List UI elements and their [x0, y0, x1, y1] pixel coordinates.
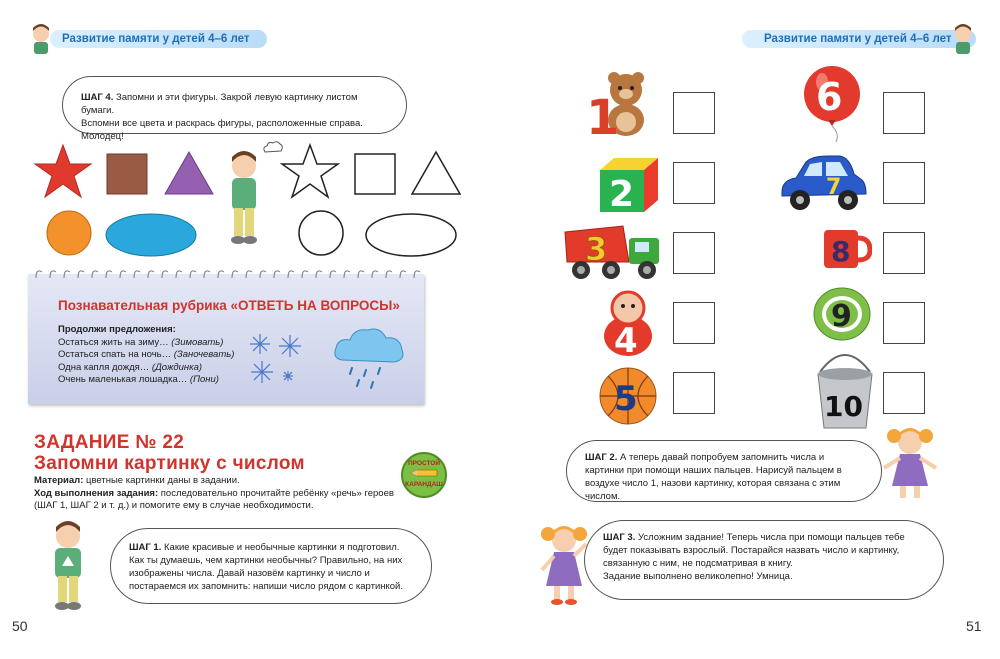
- step1-label: ШАГ 1.: [129, 542, 162, 553]
- spiral-binding: [28, 268, 424, 282]
- number-1: 1: [586, 90, 620, 140]
- task-title-line2: Запомни картинку с числом: [34, 453, 305, 474]
- task-material-text: цветные картинки даны в задании.: [86, 475, 240, 486]
- outline-star-shape: [280, 143, 340, 199]
- outline-triangle-shape: [410, 150, 462, 196]
- rubric-answer: (Дождинка): [151, 361, 203, 373]
- pencil-icon: [409, 468, 439, 478]
- answer-box-5[interactable]: [673, 372, 715, 414]
- pencil-badge-line2: КАРАНДАШ: [405, 481, 443, 488]
- number-10: 10: [824, 390, 863, 423]
- rubric-card: [28, 274, 424, 404]
- boy-head-icon: [952, 22, 974, 54]
- step4-text2: Вспомни все цвета и раскрась фигуры, расположенные справа. Молодец!: [81, 118, 363, 142]
- number-5: 5: [614, 379, 638, 419]
- rubric-line: [58, 374, 234, 387]
- number-9: 9: [831, 299, 852, 334]
- rubric-title: Познавательная рубрика «ОТВЕТЬ НА ВОПРОСЫ»: [58, 298, 400, 313]
- balloon-6-picture: [800, 64, 866, 144]
- answer-box-7[interactable]: [883, 162, 925, 204]
- answer-box-8[interactable]: [883, 232, 925, 274]
- number-4: 4: [614, 321, 638, 358]
- task-process-text: последовательно прочитайте ребёнку «речь» героев (ШАГ 1, ШАГ 2 и т. д.) и помогите ему в случае необходимости.: [34, 487, 394, 511]
- step4-text: Запомни и эти фигуры. Закрой левую картинку листом бумаги.: [81, 92, 358, 116]
- step2-text: А теперь давай попробуем запомнить числа и картинки при помощи наших пальцев. Нарисуй пальцем в воздухе число 1, назови картинку, которая связана с этим числом.: [585, 452, 842, 502]
- task-description: [34, 475, 414, 513]
- task-title: [34, 432, 305, 474]
- step2-bubble: [566, 440, 882, 502]
- rubric-line: [58, 337, 234, 350]
- snowflake-icon: [246, 330, 306, 388]
- answer-box-4[interactable]: [673, 302, 715, 344]
- rubric-answer: (Заночевать): [173, 349, 235, 360]
- answer-box-10[interactable]: [883, 372, 925, 414]
- number-2: 2: [609, 174, 635, 214]
- rubric-question: Остаться жить на зиму…: [58, 336, 169, 348]
- rubric-line: [58, 349, 234, 362]
- page-number-right: 51: [966, 618, 982, 634]
- step3-label: ШАГ 3.: [603, 532, 636, 543]
- answer-box-1[interactable]: [673, 92, 715, 134]
- number-8: 8: [831, 235, 851, 268]
- rubric-lines: [58, 324, 234, 387]
- answer-box-2[interactable]: [673, 162, 715, 204]
- step3-text2: Задание выполнено великолепно! Умница.: [603, 571, 793, 582]
- step2-label: ШАГ 2.: [585, 452, 618, 463]
- task-material: [34, 475, 414, 488]
- right-page: [500, 0, 1000, 659]
- answer-box-6[interactable]: [883, 92, 925, 134]
- task-material-label: Материал:: [34, 475, 84, 486]
- task-process-label: Ход выполнения задания:: [34, 487, 159, 499]
- outline-circle-shape: [298, 210, 344, 256]
- outline-ellipse-shape: [364, 212, 458, 258]
- rubric-answer: (Зимовать): [171, 336, 224, 348]
- task-title-line1: ЗАДАНИЕ № 22: [34, 432, 185, 453]
- rain-cloud-icon: [332, 324, 408, 390]
- number-7: 7: [826, 175, 842, 200]
- pencil-badge: [401, 452, 447, 498]
- boy-figure-icon: [46, 520, 90, 612]
- cube-2-picture: [598, 156, 660, 214]
- step1-bubble: [110, 528, 432, 604]
- answer-box-9[interactable]: [883, 302, 925, 344]
- pencil-badge-line1: ПРОСТОЙ: [407, 460, 441, 467]
- right-header-title: Развитие памяти у детей 4–6 лет: [742, 30, 976, 48]
- mug-8-picture: [820, 226, 872, 272]
- teddy-bear-1-picture: [584, 70, 662, 140]
- rubric-question: Одна капля дождя…: [58, 361, 150, 373]
- number-6: 6: [816, 75, 843, 119]
- step4-bubble: [62, 76, 407, 142]
- step3-text: Усложним задание! Теперь числа при помощи пальцев тебе будет показывать взрослый. Постарайся назвать число и картинку, связанную с ним, не подсматривая в книгу.: [603, 532, 905, 569]
- car-7-picture: [778, 152, 868, 214]
- orange-circle-shape: [46, 210, 92, 256]
- red-star-shape: [33, 143, 93, 199]
- doll-4-picture: [600, 288, 656, 358]
- step3-bubble: [584, 520, 944, 600]
- brown-square-shape: [106, 153, 148, 195]
- ball-5-picture: [598, 366, 658, 426]
- truck-3-picture: [563, 222, 663, 282]
- bucket-10-picture: [812, 350, 878, 430]
- boy-head-icon: [30, 22, 52, 54]
- step1-text: Какие красивые и необычные картинки я подготовил. Как ты думаешь, чем картинки необычны? Правильно, на них изображены числа. Давай назовём картинку и число и постараемся их запомнить: напиши число рядом с картинкой.: [129, 542, 404, 592]
- blue-ellipse-shape: [104, 212, 198, 258]
- girl-figure-icon: [880, 424, 940, 502]
- rubric-subtitle: Продолжи предложения:: [58, 324, 176, 335]
- rubric-question: Остаться спать на ночь…: [58, 349, 172, 360]
- task-process: [34, 488, 414, 513]
- boy-figure-icon: [224, 148, 268, 248]
- step4-label: ШАГ 4.: [81, 92, 114, 103]
- rubric-question: Очень маленькая лошадка…: [58, 374, 188, 385]
- outline-square-shape: [354, 153, 396, 195]
- number-3: 3: [585, 230, 608, 268]
- left-header-title: Развитие памяти у детей 4–6 лет: [50, 30, 267, 48]
- page-number-left: 50: [12, 618, 28, 634]
- purple-triangle-shape: [163, 150, 215, 196]
- plate-9-picture: [812, 286, 872, 342]
- rubric-answer: (Пони): [189, 374, 219, 385]
- answer-box-3[interactable]: [673, 232, 715, 274]
- rubric-line: [58, 362, 234, 375]
